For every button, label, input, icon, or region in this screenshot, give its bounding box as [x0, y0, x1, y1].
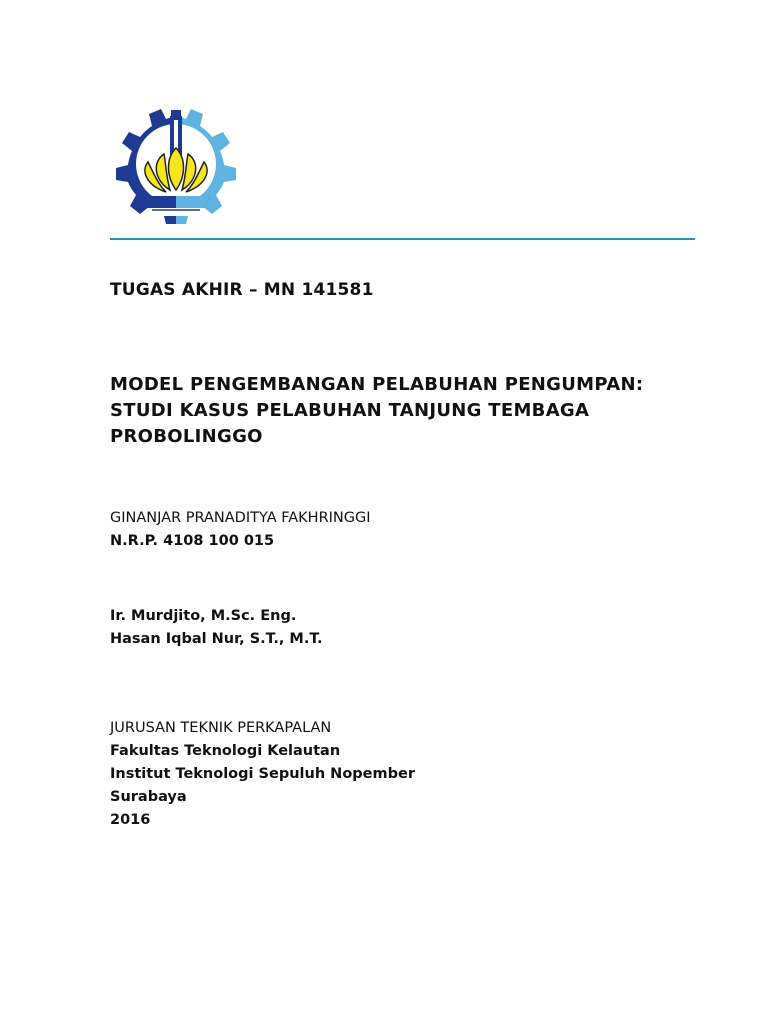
title-line-1: MODEL PENGEMBANGAN PELABUHAN PENGUMPAN:: [110, 374, 644, 395]
institution-block: [110, 717, 415, 832]
author-nrp: N.R.P. 4108 100 015: [110, 533, 275, 549]
document-code: TUGAS AKHIR – MN 141581: [110, 280, 374, 300]
author-name: GINANJAR PRANADITYA FAKHRINGGI: [110, 510, 371, 526]
title-line-2: STUDI KASUS PELABUHAN TANJUNG TEMBAGA: [110, 400, 590, 421]
advisor-2: Hasan Iqbal Nur, S.T., M.T.: [110, 631, 323, 647]
faculty: Fakultas Teknologi Kelautan: [110, 743, 341, 759]
institution-logo-icon: [108, 96, 244, 232]
department: JURUSAN TEKNIK PERKAPALAN: [110, 720, 332, 736]
advisor-1: Ir. Murdjito, M.Sc. Eng.: [110, 608, 297, 624]
university: Institut Teknologi Sepuluh Nopember: [110, 766, 415, 782]
city: Surabaya: [110, 789, 187, 805]
year: 2016: [110, 812, 151, 828]
base-shape: [142, 196, 210, 216]
document-title: [110, 372, 643, 450]
title-line-3: PROBOLINGGO: [110, 426, 263, 447]
header-divider: [110, 238, 695, 240]
author-block: [110, 507, 371, 553]
advisors-block: [110, 605, 323, 651]
